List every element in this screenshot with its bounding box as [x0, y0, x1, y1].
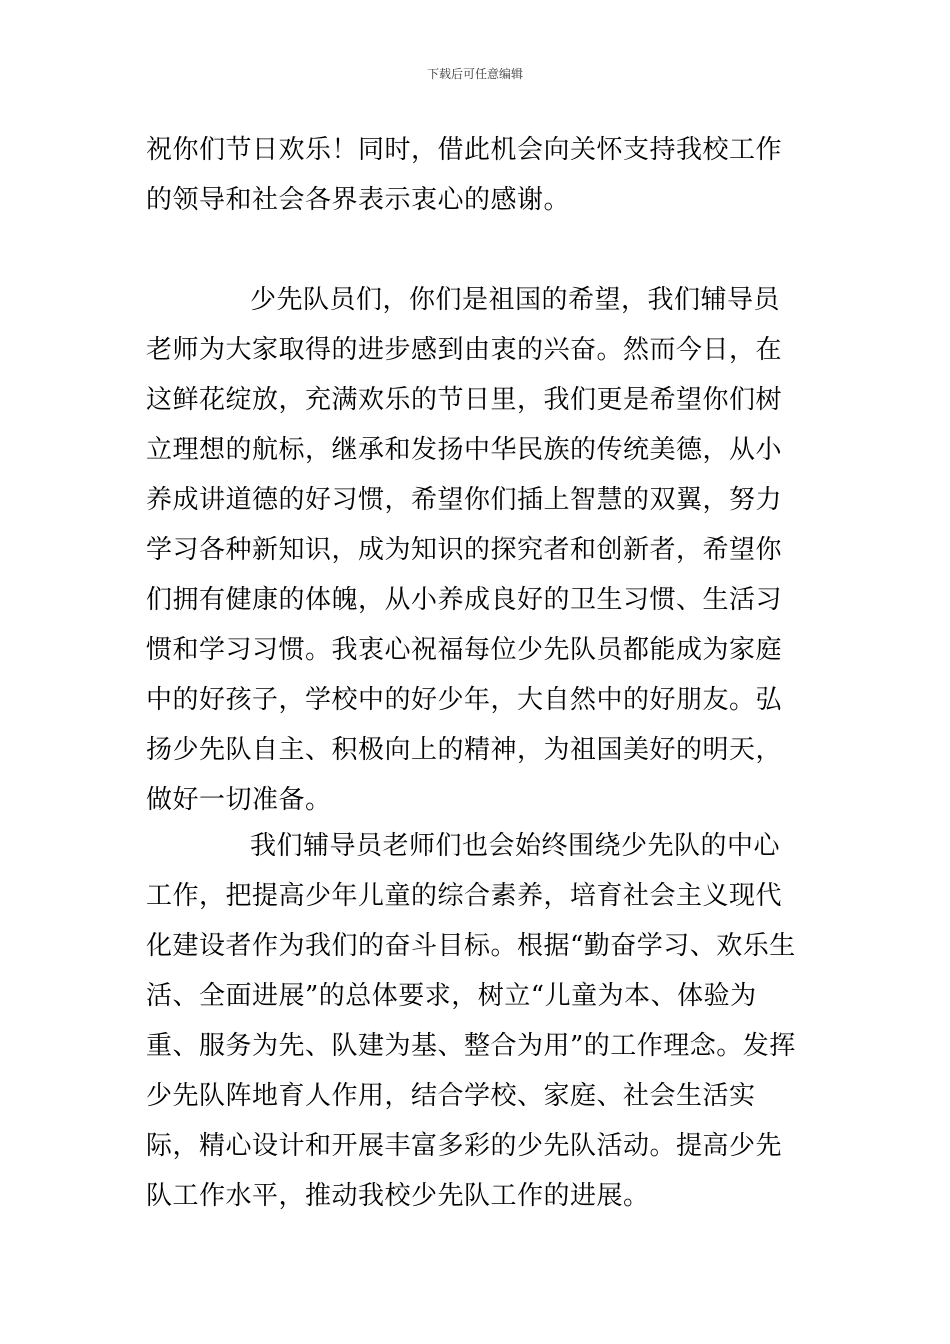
- body-paragraph-2: 少先队员们，你们是祖国的希望，我们辅导员老师为大家取得的进步感到由衷的兴奋。然而今日，在这鲜花绽放，充满欢乐的节日里，我们更是希望你们树立理想的航标，继承和发扬中华民族的传统美德，从小养成讲道德的好习惯，希望你们插上智慧的双翼，努力学习各种新知识，成为知识的探究者和创新者，希望你们拥有健康的体魄，从小养成良好的卫生习惯、生活习惯和学习习惯。我衷心祝福每位少先队员都能成为家庭中的好孩子，学校中的好少年，大自然中的好朋友。弘扬少先队自主、积极向上的精神，为祖国美好的明天，做好一切准备。: [146, 285, 783, 815]
- body-paragraph-1: 祝你们节日欢乐！同时，借此机会向关怀支持我校工作的领导和社会各界表示衷心的感谢。: [146, 135, 783, 215]
- page-header-note: 下载后可任意编辑: [426, 67, 523, 81]
- body-paragraph-3: 我们辅导员老师们也会始终围绕少先队的中心工作，把提高少年儿童的综合素养，培育社会主义现代化建设者作为我们的奋斗目标。根据“勤奋学习、欢乐生活、全面进展”的总体要求，树立“儿童为本、体验为重、服务为先、队建为基、整合为用”的工作理念。发挥少先队阵地育人作用，结合学校、家庭、社会生活实际，精心设计和开展丰富多彩的少先队活动。提高少先队工作水平，推动我校少先队工作的进展。: [146, 831, 796, 1211]
